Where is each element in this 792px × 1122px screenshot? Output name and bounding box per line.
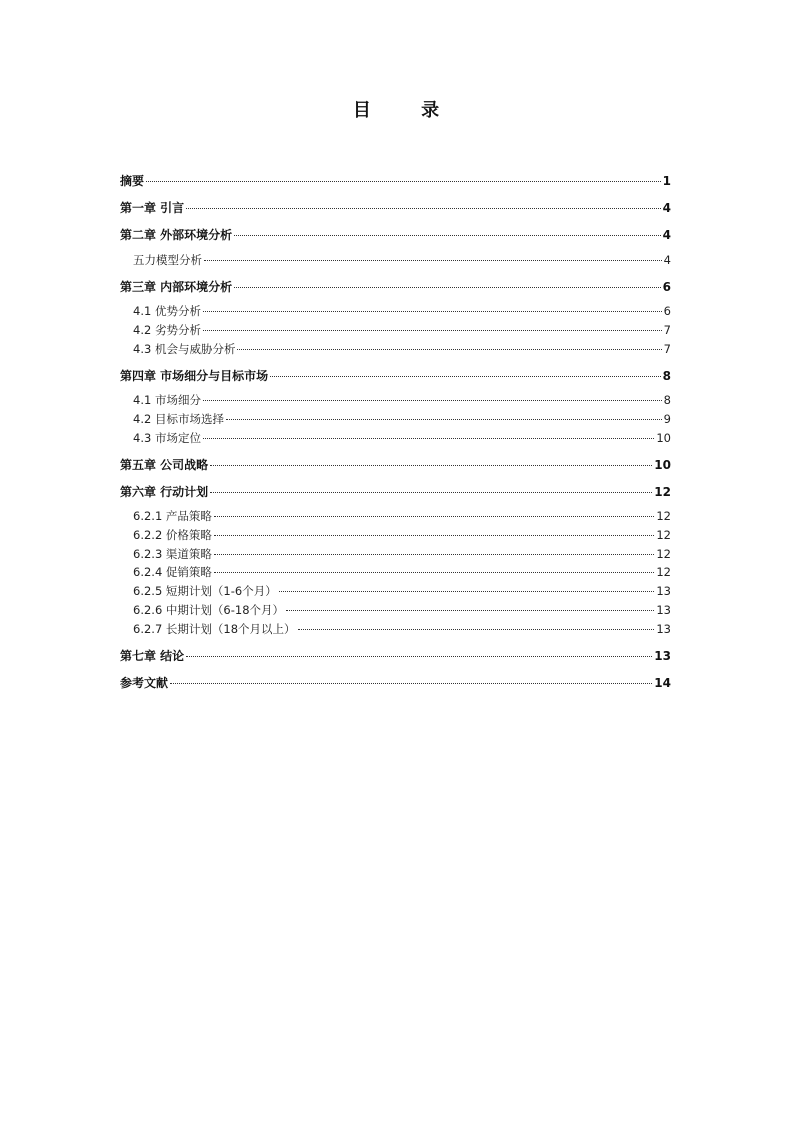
toc-entry-label: 6.2.1 产品策略 — [133, 509, 212, 524]
toc-page-number: 13 — [656, 621, 671, 636]
toc-entry-chapter-4[interactable] — [120, 367, 671, 386]
toc-page-number: 12 — [654, 484, 671, 499]
toc-entry-section[interactable] — [120, 582, 671, 601]
toc-entry-chapter-6[interactable] — [120, 483, 671, 502]
dot-leader — [146, 181, 661, 182]
toc-entry-label: 6.2.7 长期计划（18个月以上） — [133, 621, 296, 636]
toc-entry-chapter-5[interactable] — [120, 456, 671, 475]
toc-entry-label: 6.2.3 渠道策略 — [133, 546, 212, 561]
toc-entry-section[interactable] — [120, 251, 671, 270]
toc-entry-section[interactable] — [120, 507, 671, 526]
toc-entry-chapter-2[interactable] — [120, 226, 671, 245]
toc-page-number: 10 — [654, 457, 671, 472]
dot-leader — [203, 400, 662, 401]
toc-page-number: 7 — [663, 323, 671, 338]
dot-leader — [234, 287, 660, 288]
dot-leader — [286, 610, 654, 611]
dot-leader — [298, 629, 655, 630]
toc-entry-label: 五力模型分析 — [133, 252, 202, 267]
toc-page-number: 12 — [656, 509, 671, 524]
toc-page-number: 12 — [656, 546, 671, 561]
toc-entry-section[interactable] — [120, 526, 671, 545]
toc-page-number: 6 — [663, 304, 671, 319]
toc-entry-chapter-1[interactable] — [120, 199, 671, 218]
dot-leader — [210, 492, 652, 493]
toc-entry-label: 6.2.2 价格策略 — [133, 528, 212, 543]
page-title: 目 录 — [352, 100, 462, 121]
dot-leader — [234, 235, 660, 236]
toc-page-number: 6 — [662, 279, 671, 294]
toc-entry-chapter-3[interactable] — [120, 278, 671, 297]
dot-leader — [214, 572, 654, 573]
toc-entry-label: 4.3 市场定位 — [133, 430, 201, 445]
dot-leader — [170, 683, 652, 684]
toc-entry-section[interactable] — [120, 563, 671, 582]
toc-entry-label: 第一章 引言 — [120, 200, 185, 215]
toc-entry-section[interactable] — [120, 302, 671, 321]
toc-entry-label: 第三章 内部环境分析 — [120, 279, 233, 294]
toc-page-number: 12 — [656, 565, 671, 580]
toc-entry-label: 4.3 机会与威胁分析 — [133, 341, 236, 356]
toc-entry-section[interactable] — [120, 410, 671, 429]
toc-entry-section[interactable] — [120, 620, 671, 639]
dot-leader — [186, 208, 660, 209]
toc-entry-label: 第六章 行动计划 — [120, 484, 209, 499]
toc-page-number: 10 — [656, 430, 671, 445]
toc-entry-section[interactable] — [120, 545, 671, 564]
toc-entry-label: 第二章 外部环境分析 — [120, 227, 233, 242]
toc-entry-label: 4.1 市场细分 — [133, 393, 201, 408]
toc-page-number: 13 — [656, 584, 671, 599]
dot-leader — [279, 591, 655, 592]
toc-entry-label: 4.1 优势分析 — [133, 304, 201, 319]
dot-leader — [210, 465, 652, 466]
toc-entry-label: 第四章 市场细分与目标市场 — [120, 368, 269, 383]
toc-entry-label: 第七章 结论 — [120, 648, 185, 663]
dot-leader — [214, 535, 654, 536]
toc-entry-label: 4.2 目标市场选择 — [133, 412, 224, 427]
toc-page-number: 1 — [662, 174, 671, 188]
toc-entry-abstract[interactable] — [120, 172, 671, 191]
dot-leader — [204, 260, 662, 261]
dot-leader — [203, 438, 654, 439]
dot-leader — [237, 349, 661, 350]
toc-page-number: 4 — [663, 252, 671, 267]
dot-leader — [270, 376, 660, 377]
toc-entry-label: 第五章 公司战略 — [120, 457, 209, 472]
toc-entry-section[interactable] — [120, 340, 671, 359]
table-of-contents — [120, 172, 671, 692]
toc-entry-label: 6.2.5 短期计划（1-6个月） — [133, 584, 277, 599]
toc-entry-section[interactable] — [120, 321, 671, 340]
toc-entry-label: 4.2 劣势分析 — [133, 323, 201, 338]
toc-page-number: 13 — [654, 648, 671, 663]
dot-leader — [226, 419, 662, 420]
toc-page-number: 7 — [663, 341, 671, 356]
toc-page-number: 14 — [654, 675, 671, 690]
toc-entry-section[interactable] — [120, 601, 671, 620]
toc-page-number: 13 — [656, 602, 671, 617]
toc-entry-references[interactable] — [120, 674, 671, 693]
dot-leader — [203, 330, 662, 331]
toc-page-number: 4 — [662, 200, 671, 215]
toc-entry-section[interactable] — [120, 391, 671, 410]
toc-entry-label: 6.2.6 中期计划（6-18个月） — [133, 602, 285, 617]
toc-entry-label: 摘要 — [120, 174, 145, 188]
toc-page-number: 8 — [663, 393, 671, 408]
toc-entry-label: 6.2.4 促销策略 — [133, 565, 212, 580]
toc-page-number: 9 — [663, 412, 671, 427]
dot-leader — [214, 554, 654, 555]
dot-leader — [203, 311, 662, 312]
toc-entry-label: 参考文献 — [120, 675, 169, 690]
toc-entry-chapter-7[interactable] — [120, 647, 671, 666]
dot-leader — [214, 516, 654, 517]
dot-leader — [186, 656, 652, 657]
toc-entry-section[interactable] — [120, 429, 671, 448]
toc-page-number: 12 — [656, 528, 671, 543]
toc-page-number: 8 — [662, 368, 671, 383]
toc-page-number: 4 — [662, 227, 671, 242]
